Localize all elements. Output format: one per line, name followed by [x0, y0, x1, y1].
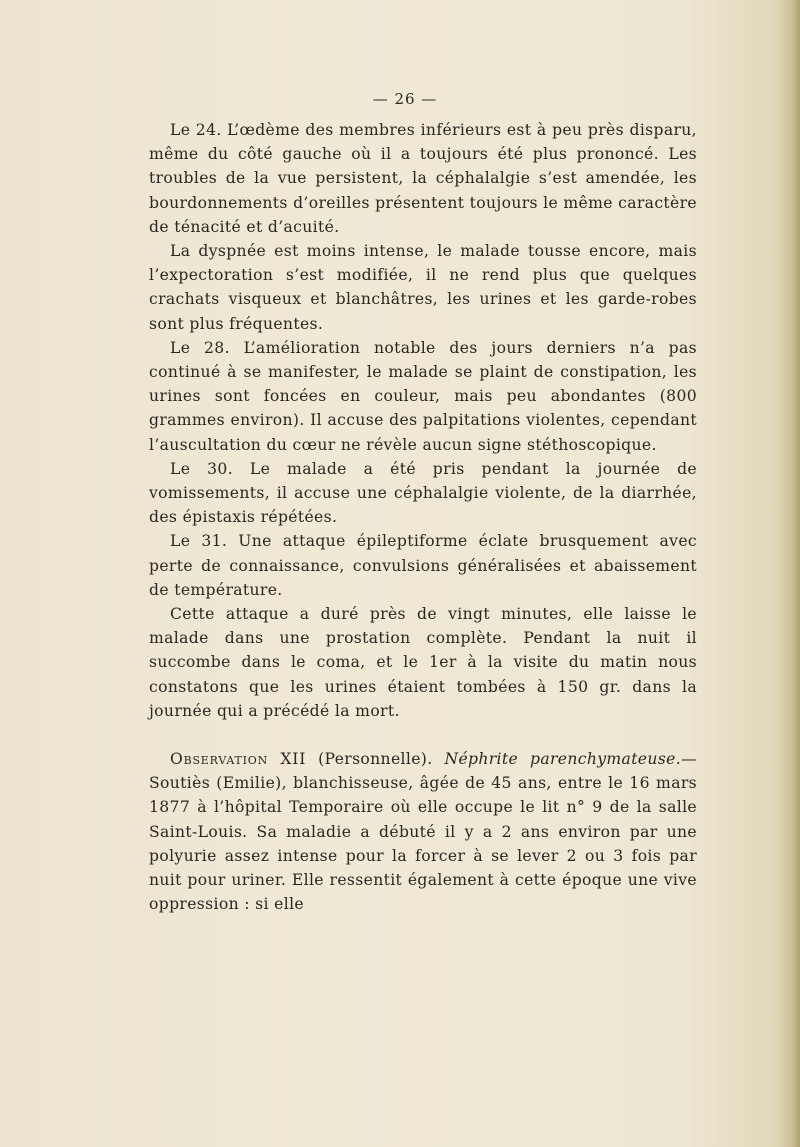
observation-paragraph [149, 747, 697, 916]
paragraph-day-28: Le 28. L’amélioration notable des jours derniers n’a pas continué à se manifester, le malade se plaint de constipation, les urines sont foncées en couleur, mais peu abondantes (800 grammes environ). Il accuse des palpitations violentes, cependant l’auscultation du cœur ne révèle aucun signe stéthoscopique. [149, 338, 697, 454]
paragraph-day-30: Le 30. Le malade a été pris pendant la journée de vomissements, il accuse une céphalalgie violente, de la diarrhée, des épistaxis répétées. [149, 459, 697, 527]
observation-label: Observation XII [170, 750, 307, 769]
page-edge-shadow [778, 0, 800, 1147]
paragraph-dyspnea: La dyspnée est moins intense, le malade tousse encore, mais l’expectoration s’est modifiée, il ne rend plus que quelques crachats visqueux et blanchâtres, les urines et les garde-robes sont plus fréquentes. [149, 242, 697, 333]
page-number: — 26 — [372, 90, 438, 108]
paragraph-day-24: Le 24. L’œdème des membres inférieurs est à peu près disparu, même du côté gauche où il a toujours été plus prononcé. Les troubles de la vue persistent, la céphalalgie s’est amendée, les bourdonnements d’oreilles présentent toujours le même caractère de ténacité et d’acuité. [149, 121, 697, 236]
observation-text: .— Soutiès (Emilie), blanchisseuse, âgée de 45 ans, entre le 16 mars 1877 à l’hôpital Temporaire où elle occupe le lit n° 9 de la salle Saint-Louis. Sa maladie a débuté il y a 2 ans environ par une polyurie assez intense pour la forcer à se lever 2 ou 3 fois par nuit pour uriner. Elle ressentit également à cette époque une vive oppression : si elle [149, 750, 697, 914]
body-text [149, 118, 697, 917]
observation-title: Néphrite parenchymateuse [444, 750, 676, 769]
paragraph-day-31: Le 31. Une attaque épileptiforme éclate brusquement avec perte de connaissance, convulsions généralisées et abaissement de température. [149, 532, 697, 599]
paragraph-attack-outcome: Cette attaque a duré près de vingt minutes, elle laisse le malade dans une prostation complète. Pendant la nuit il succombe dans le coma, et le 1er à la visite du matin nous constatons que les urines étaient tombées à 150 gr. dans la journée qui a précédé la mort. [149, 605, 697, 720]
observation-source: (Personnelle). [306, 750, 445, 769]
